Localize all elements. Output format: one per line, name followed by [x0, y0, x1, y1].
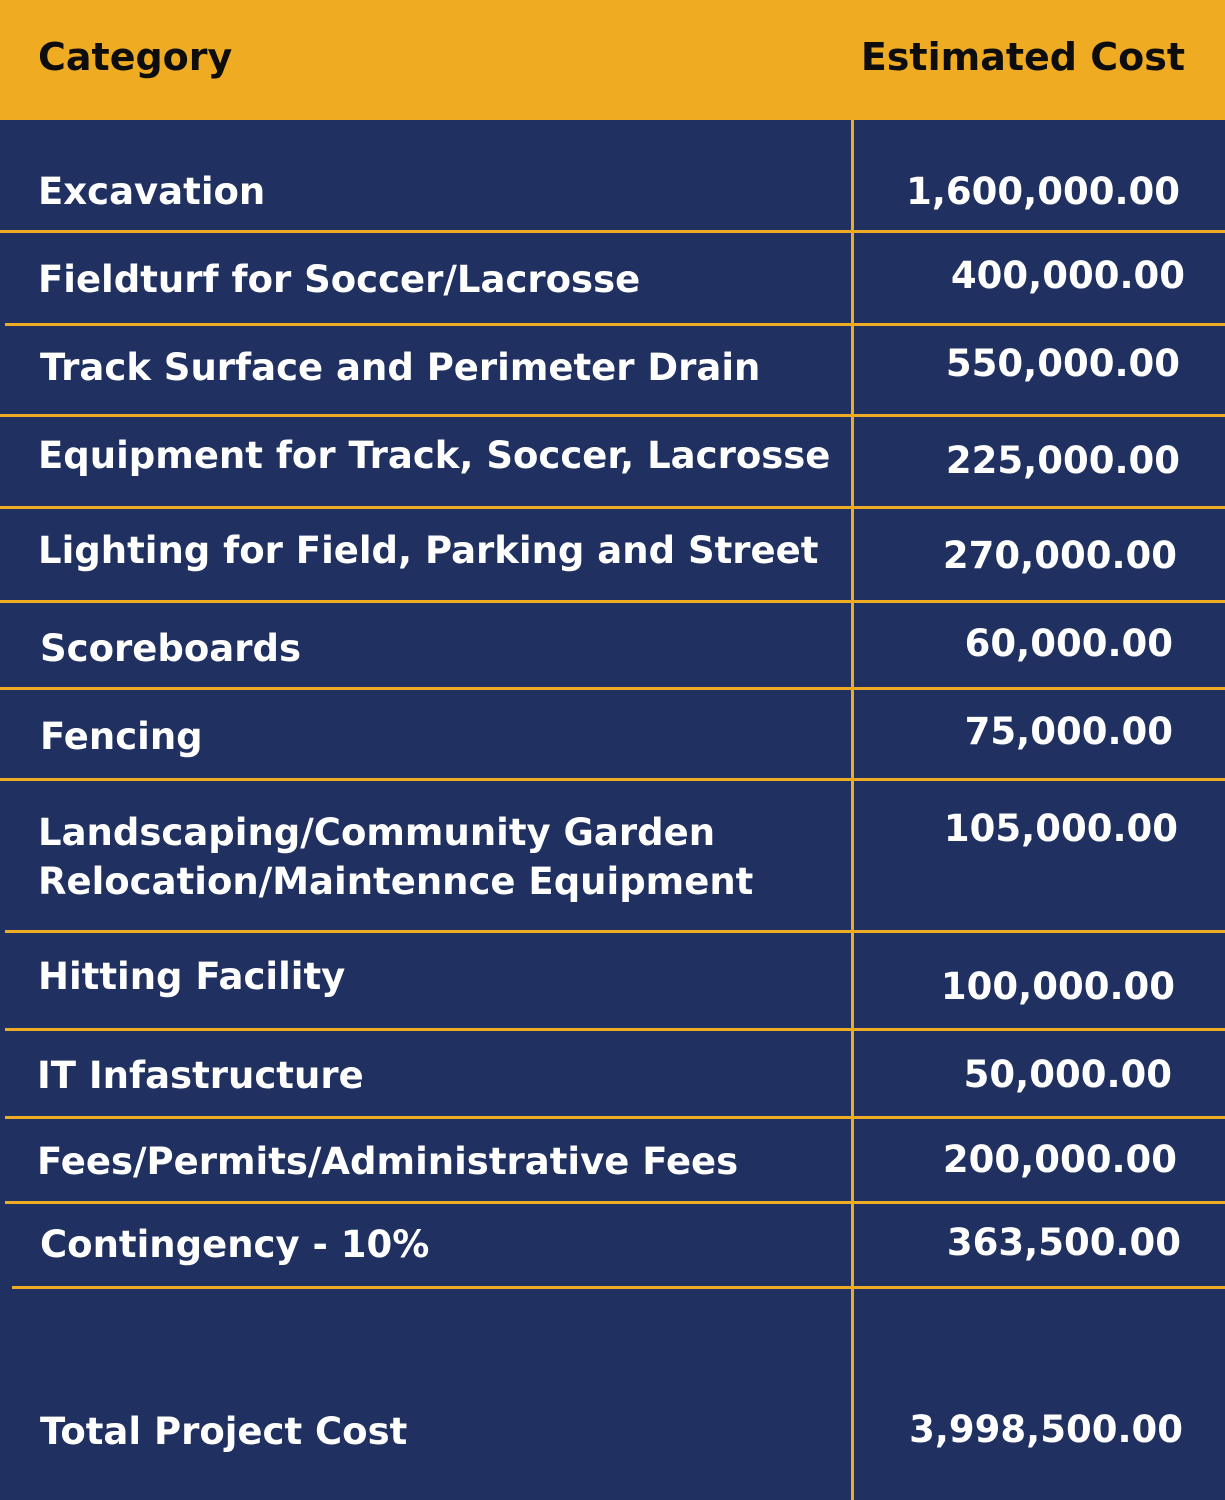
row-divider: [5, 930, 1225, 933]
row-equipment-cost: 225,000.00: [945, 439, 1180, 482]
row-divider: [5, 1116, 1225, 1119]
row-divider: [0, 687, 1225, 690]
row-divider: [5, 1028, 1225, 1031]
header-category: Category: [38, 35, 233, 79]
row-hitting-facility-category: Hitting Facility: [38, 955, 346, 998]
row-hitting-facility-cost: 100,000.00: [940, 965, 1175, 1008]
row-lighting-cost: 270,000.00: [942, 534, 1177, 577]
row-track-surface-cost: 550,000.00: [945, 342, 1180, 385]
row-it-infrastructure-category: IT Infastructure: [37, 1054, 364, 1097]
row-scoreboards-category: Scoreboards: [40, 627, 301, 670]
row-divider: [0, 230, 1225, 233]
row-landscaping-category: Landscaping/Community Garden: [38, 811, 716, 854]
row-divider: [0, 600, 1225, 603]
row-equipment-category: Equipment for Track, Soccer, Lacrosse: [38, 434, 831, 477]
row-lighting-category: Lighting for Field, Parking and Street: [38, 529, 819, 572]
total-project-cost-label: Total Project Cost: [40, 1410, 408, 1453]
row-divider: [5, 1201, 1225, 1204]
row-divider: [0, 414, 1225, 417]
row-contingency-category: Contingency - 10%: [40, 1223, 430, 1266]
row-fencing-cost: 75,000.00: [964, 710, 1173, 753]
row-divider: [5, 323, 1225, 326]
row-fees-permits-cost: 200,000.00: [942, 1138, 1177, 1181]
row-fees-permits-category: Fees/Permits/Administrative Fees: [37, 1140, 739, 1183]
row-divider: [12, 1286, 1225, 1289]
table-header: [0, 0, 1225, 120]
column-divider: [851, 120, 854, 1500]
row-contingency-cost: 363,500.00: [946, 1221, 1181, 1264]
row-track-surface-category: Track Surface and Perimeter Drain: [40, 346, 761, 389]
row-excavation-cost: 1,600,000.00: [906, 170, 1180, 213]
row-divider: [0, 506, 1225, 509]
row-divider: [0, 778, 1225, 781]
row-landscaping-cost: 105,000.00: [943, 807, 1178, 850]
total-project-cost-value: 3,998,500.00: [909, 1408, 1183, 1451]
row-it-infrastructure-cost: 50,000.00: [963, 1053, 1172, 1096]
header-estimated-cost: Estimated Cost: [860, 35, 1185, 79]
row-fieldturf-cost: 400,000.00: [950, 254, 1185, 297]
row-fencing-category: Fencing: [40, 715, 203, 758]
row-fieldturf-category: Fieldturf for Soccer/Lacrosse: [38, 258, 641, 301]
row-excavation-category: Excavation: [38, 170, 266, 213]
row-scoreboards-cost: 60,000.00: [964, 622, 1173, 665]
row-landscaping-category-line2: Relocation/Maintennce Equipment: [38, 860, 754, 903]
